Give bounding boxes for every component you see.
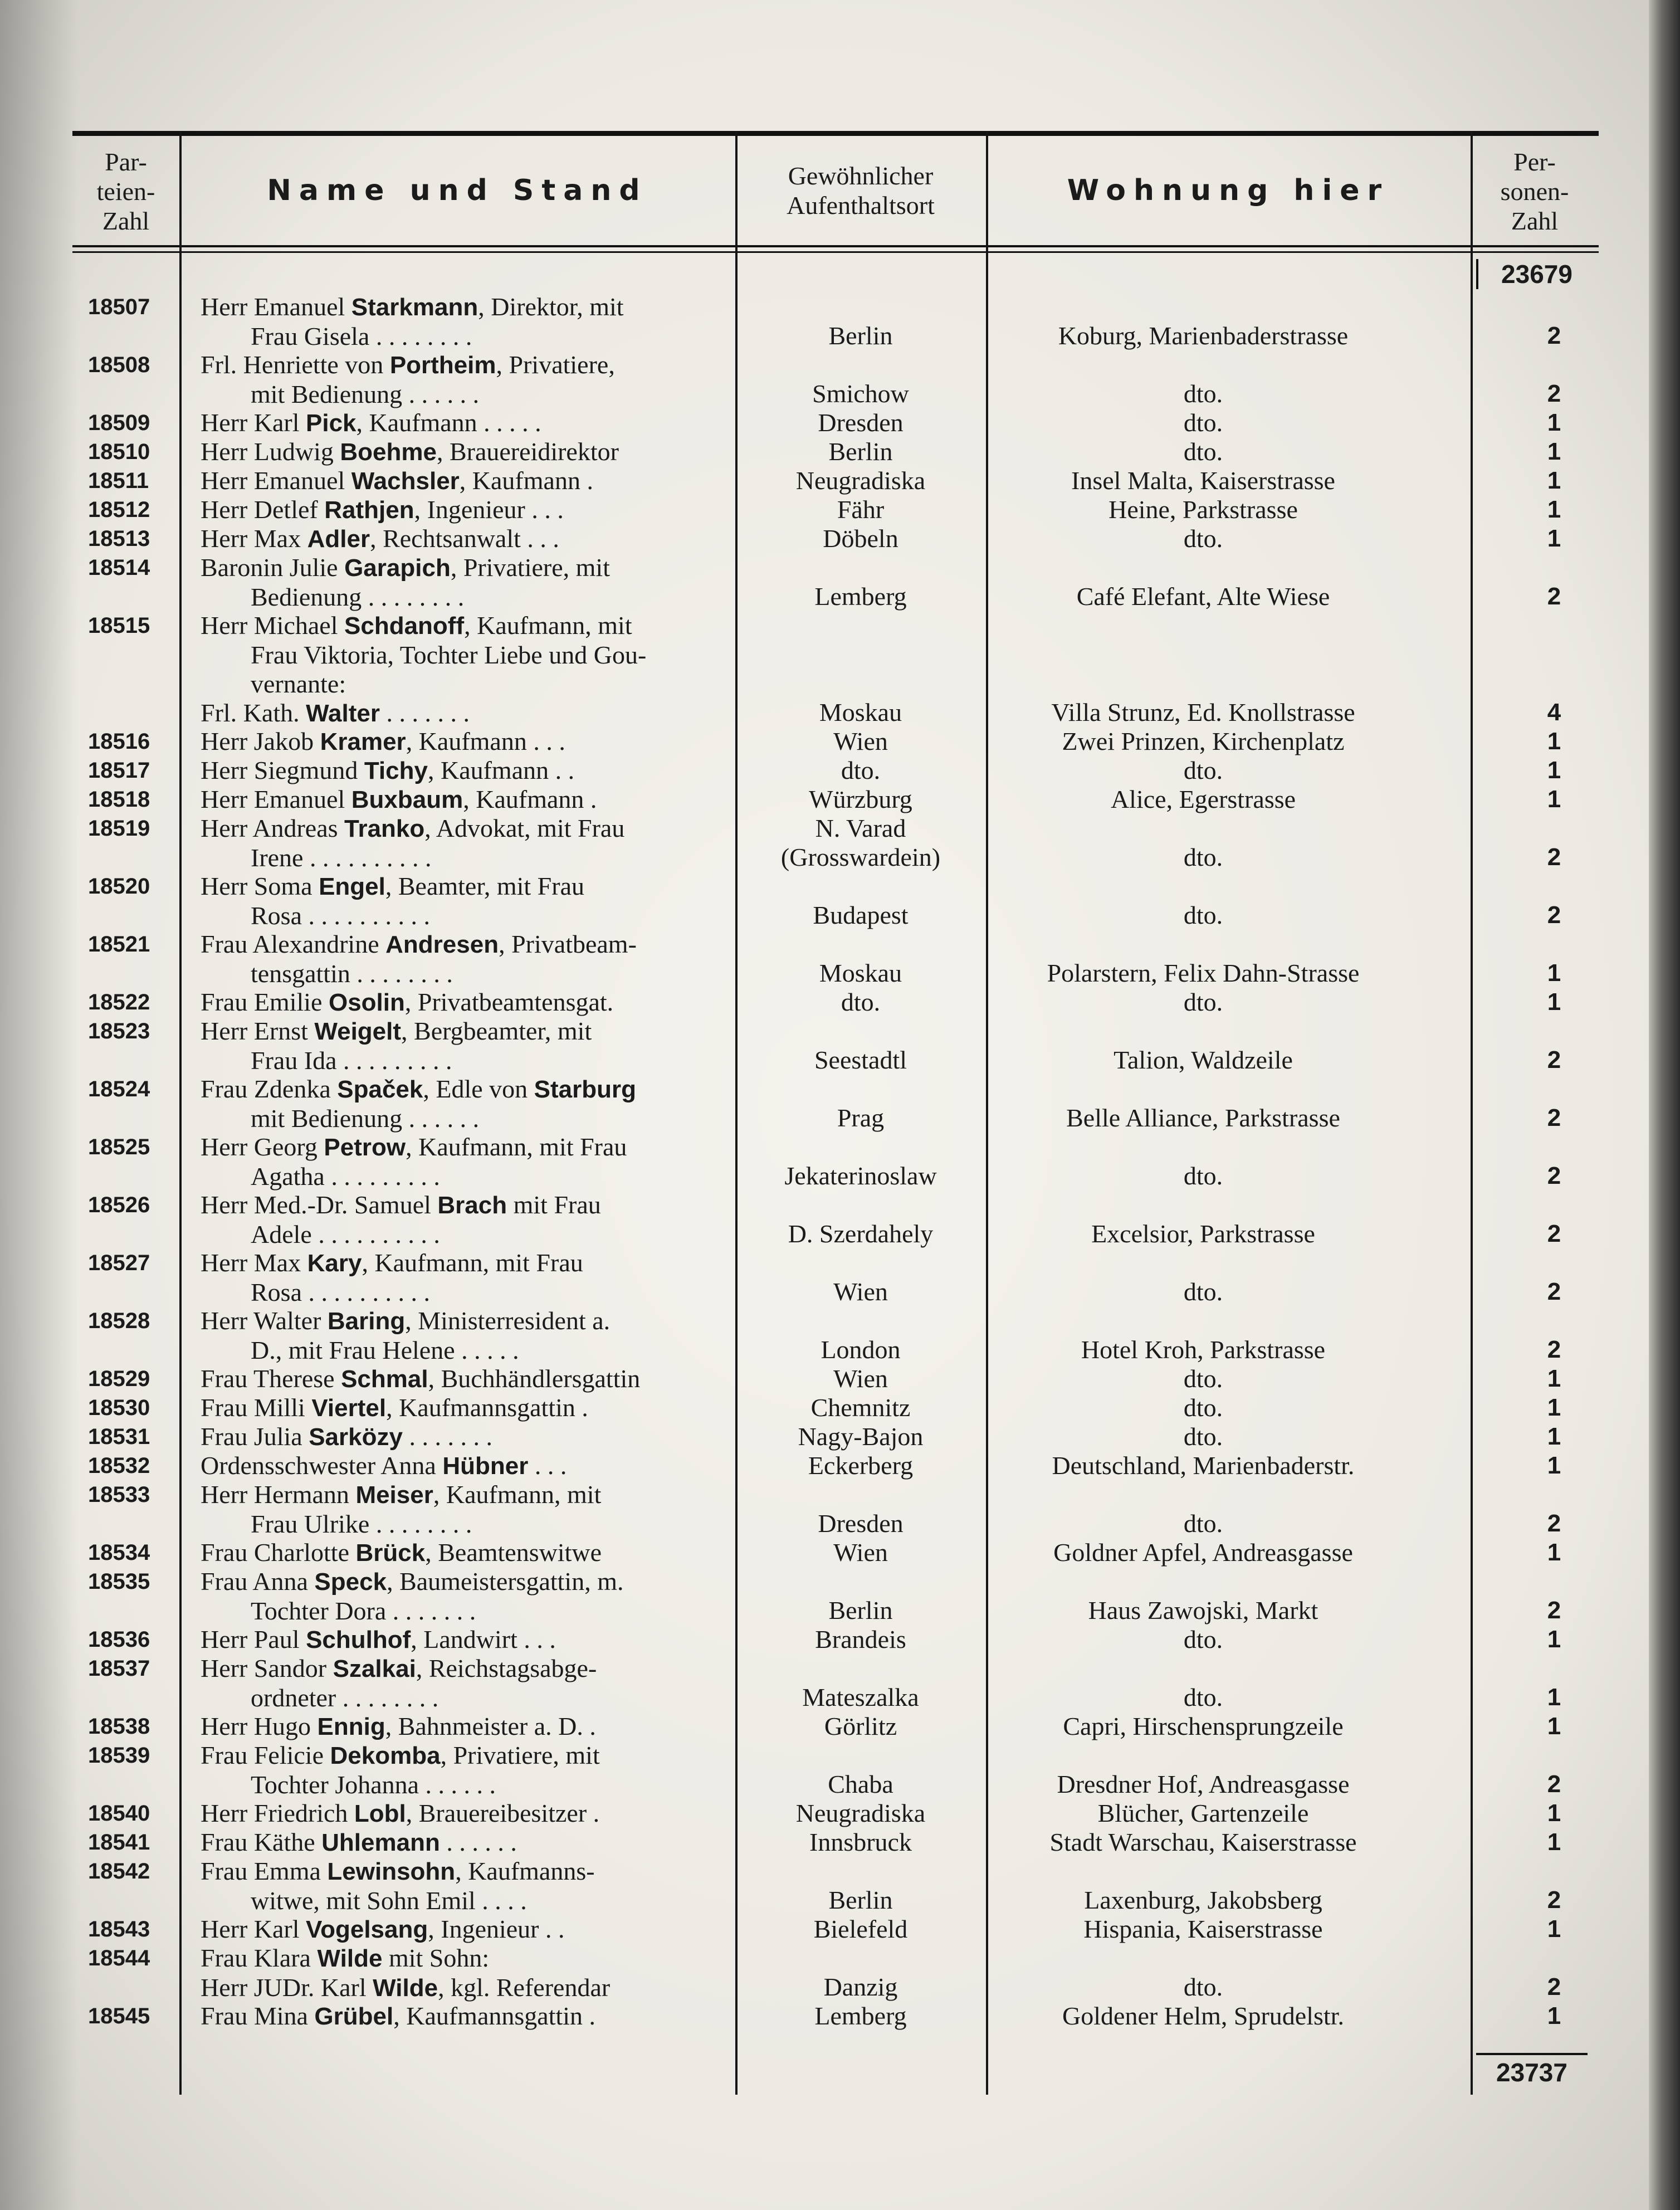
surname: Kramer <box>320 728 406 755</box>
party-number: 18524 <box>88 1077 150 1101</box>
guest-name-and-status: Herr Walter Baring, Ministerresident a. D., mit Frau Helene . . . . . <box>201 1306 611 1364</box>
usual-residence: Brandeis <box>815 1625 906 1653</box>
guest-name-and-status: Frau Alexandrine Andresen, Privatbeam- tensgattin . . . . . . . . <box>201 930 637 988</box>
local-lodging: Deutschland, Marienbaderstr. <box>1052 1451 1355 1480</box>
usual-residence: Smichow <box>812 379 909 408</box>
header-parteien-zahl: Par- teien- Zahl <box>96 148 155 235</box>
guest-name-and-status: Herr Georg Petrow, Kaufmann, mit Frau Agatha . . . . . . . . . <box>201 1133 627 1191</box>
guest-name-and-status: Baronin Julie Garapich, Privatiere, mit Bedienung . . . . . . . . <box>201 553 610 611</box>
guest-name-and-status: Herr Sandor Szalkai, Reichstagsabge- ordneter . . . . . . . . <box>201 1654 597 1712</box>
party-number: 18539 <box>88 1743 150 1768</box>
surname: Szalkai <box>333 1655 416 1682</box>
guest-name-and-status: Herr Karl Pick, Kaufmann . . . . . <box>201 408 541 437</box>
guest-name-and-status: Frau Klara Wilde mit Sohn: Herr JUDr. Karl Wilde, kgl. Referendar <box>201 1944 611 2002</box>
surname: Schulhof <box>306 1626 411 1653</box>
surname: Petrow <box>324 1134 406 1161</box>
surname: Engel <box>319 873 385 900</box>
local-lodging: dto. <box>1183 1683 1223 1711</box>
surname: Starburg <box>534 1076 637 1103</box>
usual-residence: Chemnitz <box>810 1393 911 1422</box>
person-count: 1 <box>1547 1799 1561 1827</box>
party-number: 18523 <box>88 1019 150 1043</box>
party-number: 18519 <box>88 816 150 841</box>
surname: Sarközy <box>309 1423 403 1451</box>
party-number: 18526 <box>88 1193 150 1217</box>
top-rule <box>72 131 1599 136</box>
party-number: 18530 <box>88 1396 150 1420</box>
person-count: 2 <box>1547 583 1561 610</box>
guest-name-and-status: Herr Emanuel Starkmann, Direktor, mit Frau Gisela . . . . . . . . <box>201 292 624 350</box>
guest-name-and-status: Herr Max Kary, Kaufmann, mit Frau Rosa . . . . . . . . . . <box>201 1248 583 1306</box>
party-number: 18528 <box>88 1309 150 1333</box>
party-number: 18537 <box>88 1656 150 1681</box>
header-rule-2 <box>72 251 1599 253</box>
local-lodging: dto. <box>1183 379 1223 408</box>
usual-residence: Berlin <box>828 1886 893 1914</box>
guest-name-and-status: Herr Emanuel Wachsler, Kaufmann . <box>201 466 593 495</box>
person-count: 1 <box>1547 409 1561 436</box>
person-count: 1 <box>1547 438 1561 465</box>
usual-residence: Chaba <box>828 1770 893 1798</box>
guest-name-and-status: Frau Milli Viertel, Kaufmannsgattin . <box>201 1393 588 1422</box>
final-total: 23737 <box>1496 2058 1567 2087</box>
party-number: 18534 <box>88 1540 150 1565</box>
usual-residence: Wien <box>833 1364 888 1393</box>
local-lodging: Hispania, Kaiserstrasse <box>1083 1915 1323 1943</box>
local-lodging: Goldner Apfel, Andreasgasse <box>1053 1538 1353 1567</box>
surname: Brück <box>355 1539 426 1567</box>
person-count: 1 <box>1547 1423 1561 1450</box>
person-count: 2 <box>1547 322 1561 349</box>
party-number: 18533 <box>88 1482 150 1507</box>
surname: Wilde <box>317 1945 383 1972</box>
binding-shadow <box>0 0 78 2210</box>
local-lodging: Excelsior, Parkstrasse <box>1091 1219 1315 1248</box>
local-lodging: dto. <box>1183 1277 1223 1306</box>
local-lodging: dto. <box>1183 1393 1223 1422</box>
person-count: 1 <box>1547 1713 1561 1740</box>
party-number: 18522 <box>88 990 150 1014</box>
surname: Starkmann <box>351 294 478 321</box>
guest-name-and-status: Frau Emilie Osolin, Privatbeamtensgat. <box>201 988 614 1016</box>
local-lodging: Capri, Hirschensprungzeile <box>1063 1712 1344 1740</box>
usual-residence: Moskau <box>819 959 902 987</box>
guest-name-and-status: Frau Felicie Dekomba, Privatiere, mit Tochter Johanna . . . . . . <box>201 1741 600 1799</box>
local-lodging: dto. <box>1183 1364 1223 1393</box>
surname: Garapich <box>344 554 451 582</box>
local-lodging: Stadt Warschau, Kaiserstrasse <box>1049 1828 1357 1856</box>
usual-residence: Wien <box>833 1277 888 1306</box>
person-count: 2 <box>1547 380 1561 407</box>
usual-residence: N. Varad (Grosswardein) <box>780 814 941 871</box>
surname: Hübner <box>442 1452 529 1480</box>
party-number: 18521 <box>88 932 150 957</box>
party-number: 18525 <box>88 1135 150 1159</box>
surname: Osolin <box>328 989 405 1016</box>
local-lodging: Koburg, Marienbaderstrasse <box>1058 321 1349 350</box>
guest-name-and-status: Herr Andreas Tranko, Advokat, mit Frau Irene . . . . . . . . . . <box>201 814 625 872</box>
surname: Kary <box>307 1250 362 1277</box>
local-lodging: Goldener Helm, Sprudelstr. <box>1062 2002 1344 2030</box>
person-count: 2 <box>1547 1886 1561 1914</box>
local-lodging: dto. <box>1183 1509 1223 1538</box>
person-count: 2 <box>1547 1770 1561 1798</box>
surname: Viertel <box>311 1394 387 1422</box>
local-lodging: dto. <box>1183 1422 1223 1451</box>
surname: Pick <box>306 409 356 437</box>
person-count: 1 <box>1547 728 1561 755</box>
party-number: 18535 <box>88 1569 150 1594</box>
guest-name-and-status: Frau Anna Speck, Baumeistersgattin, m. Tochter Dora . . . . . . . <box>201 1567 624 1625</box>
surname: Meiser <box>355 1481 433 1509</box>
party-number: 18513 <box>88 526 150 551</box>
person-count: 2 <box>1547 1510 1561 1537</box>
person-count: 1 <box>1547 959 1561 987</box>
party-number: 18544 <box>88 1946 150 1970</box>
usual-residence: Neugradiska <box>795 466 926 495</box>
surname: Tranko <box>344 815 425 842</box>
local-lodging: dto. <box>1183 1973 1223 2001</box>
guest-name-and-status: Herr Paul Schulhof, Landwirt . . . <box>201 1625 556 1653</box>
usual-residence: Lemberg <box>814 2002 907 2030</box>
person-count: 1 <box>1547 757 1561 784</box>
header-rule-1 <box>72 245 1599 247</box>
usual-residence: Dresden <box>818 408 904 437</box>
person-count: 2 <box>1547 1104 1561 1131</box>
local-lodging: dto. <box>1183 524 1223 553</box>
local-lodging: dto. <box>1183 408 1223 437</box>
local-lodging: Haus Zawojski, Markt <box>1088 1596 1318 1624</box>
usual-residence: Budapest <box>813 901 909 929</box>
guest-name-and-status: Frau Therese Schmal, Buchhändlersgattin <box>201 1364 641 1393</box>
usual-residence: dto. <box>841 988 881 1016</box>
person-count: 1 <box>1547 1915 1561 1943</box>
surname: Andresen <box>385 931 499 958</box>
guest-name-and-status: Frl. Henriette von Portheim, Privatiere, mit Bedienung . . . . . . <box>201 350 615 408</box>
surname: Uhlemann <box>321 1829 440 1856</box>
usual-residence: Fähr <box>837 495 885 524</box>
person-count: 1 <box>1547 1539 1561 1566</box>
person-count: 2 <box>1547 901 1561 929</box>
person-count: 2 <box>1547 843 1561 871</box>
guest-name-and-status: Herr Friedrich Lobl, Brauereibesitzer . <box>201 1799 600 1827</box>
usual-residence: Prag <box>837 1104 885 1132</box>
party-number: 18515 <box>88 613 150 638</box>
local-lodging: Laxenburg, Jakobsberg <box>1084 1886 1322 1914</box>
usual-residence: London <box>821 1335 901 1364</box>
party-number: 18516 <box>88 729 150 754</box>
usual-residence: Danzig <box>823 1973 898 2001</box>
guest-name-and-status: Herr Karl Vogelsang, Ingenieur . . <box>201 1915 565 1943</box>
person-count: 4 <box>1547 699 1561 726</box>
surname: Boehme <box>340 438 437 466</box>
party-number: 18507 <box>88 295 150 319</box>
guest-name-and-status: Ordensschwester Anna Hübner . . . <box>201 1451 567 1480</box>
party-number: 18543 <box>88 1917 150 1941</box>
party-number: 18520 <box>88 874 150 899</box>
party-number: 18538 <box>88 1714 150 1739</box>
person-count: 1 <box>1547 525 1561 552</box>
usual-residence: Mateszalka <box>802 1683 919 1711</box>
local-lodging: Talion, Waldzeile <box>1114 1046 1293 1074</box>
guest-name-and-status: Frau Emma Lewinsohn, Kaufmanns- witwe, mit Sohn Emil . . . . <box>201 1857 595 1915</box>
header-wohnung-hier: Wohnung hier <box>1067 174 1390 207</box>
surname: Ennig <box>317 1713 385 1740</box>
page-edge <box>1649 0 1680 2210</box>
person-count: 1 <box>1547 1626 1561 1653</box>
usual-residence: Seestadtl <box>814 1046 907 1074</box>
party-number: 18545 <box>88 2004 150 2028</box>
usual-residence: Neugradiska <box>795 1799 926 1827</box>
party-number: 18514 <box>88 555 150 580</box>
usual-residence: Nagy-Bajon <box>798 1422 924 1451</box>
surname: Grübel <box>314 2003 394 2030</box>
person-count: 1 <box>1547 467 1561 494</box>
local-lodging: dto. <box>1183 843 1223 871</box>
local-lodging: dto. <box>1183 1625 1223 1653</box>
person-count: 1 <box>1547 1684 1561 1711</box>
guest-name-and-status: Herr Ludwig Boehme, Brauereidirektor <box>201 437 619 466</box>
surname: Weigelt <box>314 1018 402 1045</box>
local-lodging: Hotel Kroh, Parkstrasse <box>1081 1335 1326 1364</box>
usual-residence: D. Szerdahely <box>788 1219 934 1248</box>
person-count: 1 <box>1547 786 1561 813</box>
guest-name-and-status: Herr Emanuel Buxbaum, Kaufmann . <box>201 785 597 813</box>
party-number: 18527 <box>88 1251 150 1275</box>
person-count: 2 <box>1547 1046 1561 1074</box>
header-aufenthaltsort: Gewöhnlicher Aufenthaltsort <box>787 162 935 219</box>
person-count: 1 <box>1547 1828 1561 1856</box>
usual-residence: Eckerberg <box>808 1451 914 1480</box>
usual-residence: Berlin <box>828 321 893 350</box>
surname: Buxbaum <box>351 786 463 813</box>
party-number: 18531 <box>88 1424 150 1449</box>
usual-residence: Jekaterinoslaw <box>784 1162 937 1190</box>
guest-name-and-status: Herr Hugo Ennig, Bahnmeister a. D. . <box>201 1712 596 1740</box>
surname: Schdanoff <box>344 612 465 640</box>
surname: Tichy <box>364 757 428 784</box>
guest-name-and-status: Frau Charlotte Brück, Beamtenswitwe <box>201 1538 602 1567</box>
person-count: 2 <box>1547 1336 1561 1363</box>
surname: Spaček <box>337 1076 423 1103</box>
surname: Dekomba <box>330 1742 441 1769</box>
local-lodging: dto. <box>1183 756 1223 784</box>
surname: Speck <box>314 1568 387 1596</box>
guest-name-and-status: Herr Detlef Rathjen, Ingenieur . . . <box>201 495 564 524</box>
usual-residence: Berlin <box>828 1596 893 1624</box>
party-number: 18512 <box>88 497 150 522</box>
party-number: 18511 <box>88 469 149 493</box>
surname: Walter <box>306 700 380 727</box>
person-count: 1 <box>1547 1365 1561 1392</box>
local-lodging: dto. <box>1183 988 1223 1016</box>
usual-residence: Döbeln <box>823 524 898 553</box>
party-number: 18540 <box>88 1801 150 1826</box>
party-number: 18542 <box>88 1859 150 1884</box>
header-personen-zahl: Per- sonen- Zahl <box>1500 148 1569 235</box>
surname: Lobl <box>354 1800 406 1827</box>
carry-over-total: 23679 <box>1476 259 1595 289</box>
surname: Wachsler <box>351 467 460 495</box>
person-count: 2 <box>1547 1220 1561 1247</box>
party-number: 18532 <box>88 1453 150 1478</box>
usual-residence: dto. <box>841 756 881 784</box>
usual-residence: Wien <box>833 727 888 755</box>
party-number: 18517 <box>88 758 150 783</box>
surname: Adler <box>307 525 370 553</box>
person-count: 2 <box>1547 1278 1561 1305</box>
guest-name-and-status: Herr Ernst Weigelt, Bergbeamter, mit Frau Ida . . . . . . . . . <box>201 1017 592 1075</box>
usual-residence: Würzburg <box>809 785 912 813</box>
usual-residence: Moskau <box>819 698 902 726</box>
person-count: 2 <box>1547 1973 1561 2001</box>
guest-name-and-status: Herr Med.-Dr. Samuel Brach mit Frau Adele . . . . . . . . . . <box>201 1191 601 1248</box>
party-number: 18508 <box>88 353 150 377</box>
guest-name-and-status: Frau Julia Sarközy . . . . . . . <box>201 1422 492 1451</box>
person-count: 1 <box>1547 1394 1561 1421</box>
party-number: 18510 <box>88 440 150 464</box>
guest-name-and-status: Herr Max Adler, Rechtsanwalt . . . <box>201 524 559 553</box>
party-number: 18536 <box>88 1627 150 1652</box>
guest-name-and-status: Herr Hermann Meiser, Kaufmann, mit Frau Ulrike . . . . . . . . <box>201 1480 602 1538</box>
local-lodging: dto. <box>1183 437 1223 466</box>
guest-name-and-status: Herr Siegmund Tichy, Kaufmann . . <box>201 756 575 784</box>
person-count: 1 <box>1547 2002 1561 2030</box>
col-rule-1 <box>179 131 182 2095</box>
local-lodging: Café Elefant, Alte Wiese <box>1076 582 1330 611</box>
usual-residence: Görlitz <box>824 1712 897 1740</box>
guest-register-table <box>72 131 1599 2095</box>
header-name-und-stand: Name und Stand <box>267 174 648 207</box>
surname: Baring <box>327 1308 406 1335</box>
total-rule <box>1476 2053 1588 2055</box>
usual-residence: Lemberg <box>814 582 907 611</box>
local-lodging: Polarstern, Felix Dahn-Strasse <box>1047 959 1360 987</box>
usual-residence: Wien <box>833 1538 888 1567</box>
local-lodging: Insel Malta, Kaiserstrasse <box>1071 466 1335 495</box>
local-lodging: Blücher, Gartenzeile <box>1097 1799 1309 1827</box>
usual-residence: Dresden <box>818 1509 904 1538</box>
local-lodging: dto. <box>1183 901 1223 929</box>
guest-name-and-status: Frau Zdenka Spaček, Edle von Starburg mit Bedienung . . . . . . <box>201 1075 637 1133</box>
party-number: 18518 <box>88 787 150 812</box>
person-count: 2 <box>1547 1162 1561 1189</box>
person-count: 1 <box>1547 1452 1561 1479</box>
guest-name-and-status: Frau Mina Grübel, Kaufmannsgattin . <box>201 2002 596 2030</box>
guest-name-and-status: Frau Käthe Uhlemann . . . . . . <box>201 1828 517 1856</box>
surname: Portheim <box>389 352 496 379</box>
person-count: 2 <box>1547 1597 1561 1624</box>
surname: Lewinsohn <box>327 1858 456 1885</box>
guest-name-and-status: Herr Michael Schdanoff, Kaufmann, mit Frau Viktoria, Tochter Liebe und Gou- vernante: Frl. Kath. Walter . . . . . . . <box>201 611 647 727</box>
local-lodging: Zwei Prinzen, Kirchenplatz <box>1062 727 1345 755</box>
local-lodging: Heine, Parkstrasse <box>1108 495 1298 524</box>
guest-name-and-status: Herr Jakob Kramer, Kaufmann . . . <box>201 727 565 755</box>
local-lodging: Alice, Egerstrasse <box>1110 785 1296 813</box>
surname: Brach <box>437 1192 507 1219</box>
usual-residence: Innsbruck <box>809 1828 912 1856</box>
local-lodging: Belle Alliance, Parkstrasse <box>1066 1104 1340 1132</box>
usual-residence: Berlin <box>828 437 893 466</box>
surname: Rathjen <box>324 496 414 524</box>
party-number: 18529 <box>88 1367 150 1391</box>
col-rule-4 <box>1471 131 1473 2095</box>
local-lodging: dto. <box>1183 1162 1223 1190</box>
party-number: 18509 <box>88 411 150 435</box>
party-number: 18541 <box>88 1830 150 1855</box>
person-count: 1 <box>1547 496 1561 523</box>
guest-name-and-status: Herr Soma Engel, Beamter, mit Frau Rosa . . . . . . . . . . <box>201 872 584 930</box>
surname: Schmal <box>341 1365 428 1393</box>
surname: Wilde <box>373 1974 438 2002</box>
person-count: 1 <box>1547 988 1561 1016</box>
local-lodging: Villa Strunz, Ed. Knollstrasse <box>1051 698 1355 726</box>
local-lodging: Dresdner Hof, Andreasgasse <box>1057 1770 1350 1798</box>
surname: Vogelsang <box>306 1916 428 1943</box>
usual-residence: Bielefeld <box>813 1915 908 1943</box>
